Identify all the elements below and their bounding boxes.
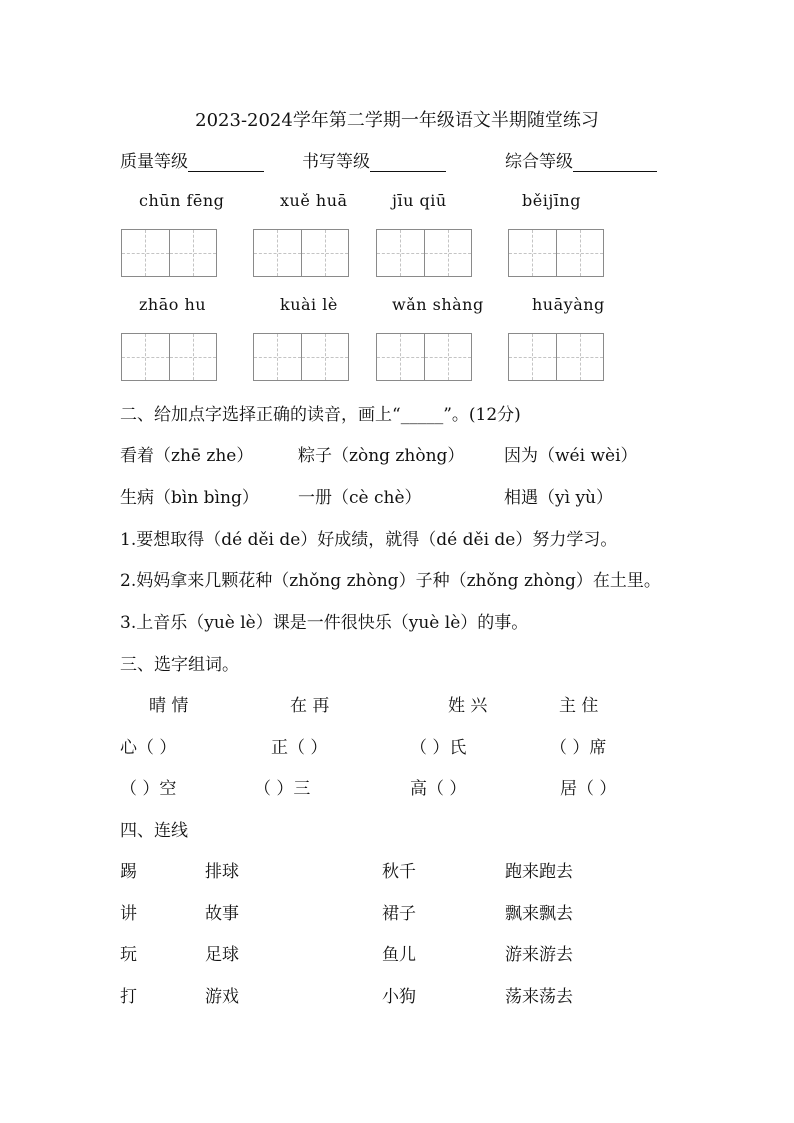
writing-grid[interactable] — [376, 229, 472, 277]
writing-grid[interactable] — [121, 229, 217, 277]
pronunciation-item[interactable]: 粽子（zòng zhòng） — [298, 446, 465, 466]
section-heading: 三、选字组词。 — [120, 655, 239, 675]
word-blank[interactable]: （ ）席 — [550, 738, 607, 758]
writing-grid[interactable] — [253, 229, 349, 277]
sentence-item[interactable]: 1.要想取得（dé děi de）好成绩，就得（dé děi de）努力学习。 — [120, 530, 618, 550]
writing-grid[interactable] — [508, 229, 604, 277]
match-noun[interactable]: 故事 — [205, 904, 239, 924]
match-action[interactable]: 飘来飘去 — [505, 904, 573, 924]
word-blank[interactable]: 高（ ） — [410, 779, 467, 799]
pronunciation-item[interactable]: 因为（wéi wèi） — [504, 446, 638, 466]
pronunciation-item[interactable]: 看着（zhē zhe） — [120, 446, 254, 466]
grade-overall — [505, 147, 657, 172]
match-subject[interactable]: 秋千 — [382, 862, 416, 882]
sentence-item[interactable]: 3.上音乐（yuè lè）课是一件很快乐（yuè lè）的事。 — [120, 613, 529, 633]
writing-grid[interactable] — [508, 333, 604, 381]
grade-quality-blank[interactable] — [188, 153, 264, 172]
pinyin-label: wǎn shàng — [392, 295, 484, 314]
pronunciation-item[interactable]: 相遇（yì yù） — [504, 488, 613, 508]
match-subject[interactable]: 裙子 — [382, 904, 416, 924]
character-choice: 晴 情 — [149, 696, 189, 716]
pinyin-label: chūn fēng — [139, 191, 225, 210]
match-action[interactable]: 荡来荡去 — [505, 987, 573, 1007]
grade-writing-blank[interactable] — [370, 153, 446, 172]
match-noun[interactable]: 排球 — [205, 862, 239, 882]
grade-overall-blank[interactable] — [573, 153, 657, 172]
match-verb[interactable]: 打 — [120, 987, 137, 1007]
writing-grid[interactable] — [376, 333, 472, 381]
character-choice: 主 住 — [559, 696, 599, 716]
writing-grid[interactable] — [121, 333, 217, 381]
match-subject[interactable]: 小狗 — [382, 987, 416, 1007]
word-blank[interactable]: （ ）氏 — [410, 738, 467, 758]
word-blank[interactable]: 居（ ） — [560, 779, 617, 799]
match-verb[interactable]: 讲 — [120, 904, 137, 924]
character-choice: 姓 兴 — [448, 696, 488, 716]
word-blank[interactable]: （ ）三 — [254, 779, 311, 799]
section-heading: 二、给加点字选择正确的读音，画上“_____”。(12分) — [120, 405, 521, 425]
word-blank[interactable]: 正（ ） — [271, 738, 328, 758]
word-blank[interactable]: （ ）空 — [120, 779, 177, 799]
pinyin-label: huāyàng — [532, 295, 605, 314]
match-subject[interactable]: 鱼儿 — [382, 945, 416, 965]
pinyin-label: jīu qiū — [392, 191, 447, 210]
match-noun[interactable]: 游戏 — [205, 987, 239, 1007]
pinyin-label: kuài lè — [280, 295, 338, 314]
writing-grid[interactable] — [253, 333, 349, 381]
pinyin-label: běijīng — [522, 191, 581, 210]
character-choice: 在 再 — [290, 696, 330, 716]
page-title: 2023-2024学年第二学期一年级语文半期随堂练习 — [195, 110, 599, 131]
grade-writing — [302, 147, 446, 172]
pronunciation-item[interactable]: 生病（bìn bìng） — [120, 488, 259, 508]
grade-quality-label: 质量等级 — [120, 152, 188, 172]
word-blank[interactable]: 心（ ） — [120, 738, 177, 758]
match-noun[interactable]: 足球 — [205, 945, 239, 965]
pinyin-label: zhāo hu — [139, 295, 207, 314]
grade-writing-label: 书写等级 — [302, 152, 370, 172]
match-verb[interactable]: 玩 — [120, 945, 137, 965]
match-action[interactable]: 跑来跑去 — [505, 862, 573, 882]
match-action[interactable]: 游来游去 — [505, 945, 573, 965]
grade-overall-label: 综合等级 — [505, 152, 573, 172]
match-verb[interactable]: 踢 — [120, 862, 137, 882]
grade-quality — [120, 147, 264, 172]
pinyin-label: xuě huā — [280, 191, 348, 210]
section-heading: 四、连线 — [120, 821, 188, 841]
pronunciation-item[interactable]: 一册（cè chè） — [298, 488, 422, 508]
sentence-item[interactable]: 2.妈妈拿来几颗花种（zhǒng zhòng）子种（zhǒng zhòng）在土里。 — [120, 571, 661, 591]
